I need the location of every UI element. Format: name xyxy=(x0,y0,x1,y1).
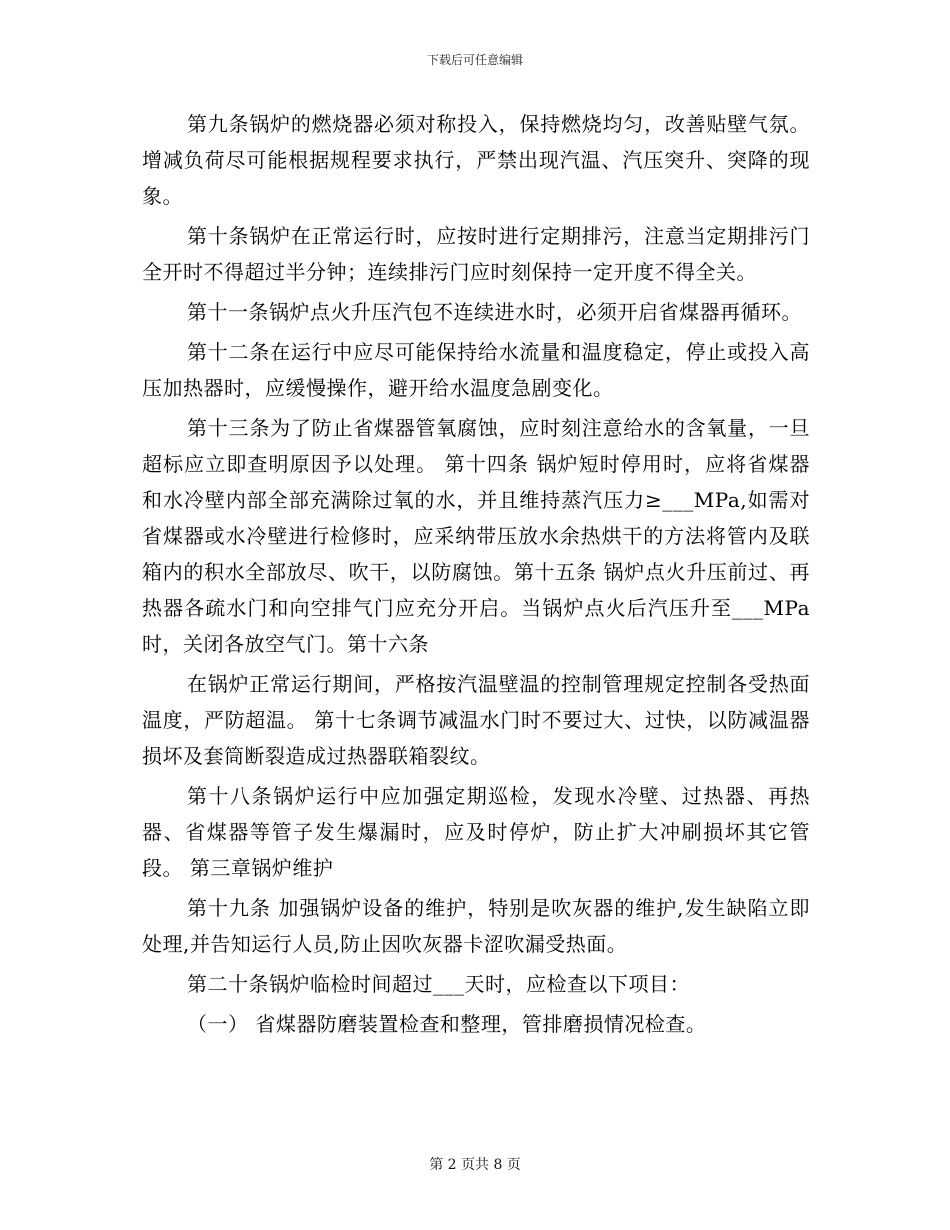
paragraph-article-19: 第十九条 加强锅炉设备的维护，特别是吹灰器的维护,发生缺陷立即处理,并告知运行人员,防止因吹灰器卡涩吹漏受热面。 xyxy=(142,896,810,956)
page-footer: 第 2 页共 8 页 xyxy=(429,1157,521,1173)
paragraph-article-9: 第九条锅炉的燃烧器必须对称投入，保持燃烧均匀，改善贴壁气氛。增减负荷尽可能根据规程要求执行，严禁出现汽温、汽压突升、突降的现象。 xyxy=(142,112,810,208)
paragraph-article-13-16: 第十三条为了防止省煤器管氧腐蚀，应时刻注意给水的含氧量，一旦超标应立即查明原因予以处理。 第十四条 锅炉短时停用时，应将省煤器和水冷壁内部全部充满除过氧的水，并且维持蒸汽压力≥___MPa,如需对省煤器或水冷壁进行检修时，应采纳带压放水余热烘干的方法将管内及联箱内的积水全部放尽、吹干，以防腐蚀。第十五条 锅炉点火升压前过、再热器各疏水门和向空排气门应充分开启。当锅炉点火后汽压升至___MPa时，关闭各放空气门。第十六条 xyxy=(142,416,810,656)
paragraph-article-11: 第十一条锅炉点火升压汽包不连续进水时，必须开启省煤器再循环。 xyxy=(187,300,802,324)
document-body xyxy=(142,106,810,1046)
paragraph-article-16-17: 在锅炉正常运行期间，严格按汽温壁温的控制管理规定控制各受热面温度，严防超温。 第十七条调节减温水门时不要过大、过快，以防减温器损坏及套筒断裂造成过热器联箱裂纹。 xyxy=(142,672,810,768)
paragraph-item-1: （一） 省煤器防磨装置检查和整理，管排磨损情况检查。 xyxy=(187,1012,707,1036)
page-header: 下载后可任意编辑 xyxy=(426,53,523,67)
paragraph-article-18: 第十八条锅炉运行中应加强定期巡检，发现水冷壁、过热器、再热器、省煤器等管子发生爆漏时，应及时停炉，防止扩大冲刷损坏其它管段。 第三章锅炉维护 xyxy=(142,784,810,880)
paragraph-article-12: 第十二条在运行中应尽可能保持给水流量和温度稳定，停止或投入高压加热器时，应缓慢操作，避开给水温度急剧变化。 xyxy=(142,340,810,400)
paragraph-article-20: 第二十条锅炉临检时间超过___天时，应检查以下项目： xyxy=(187,972,690,996)
paragraph-article-10: 第十条锅炉在正常运行时，应按时进行定期排污，注意当定期排污门全开时不得超过半分钟；连续排污门应时刻保持一定开度不得全关。 xyxy=(142,224,810,284)
